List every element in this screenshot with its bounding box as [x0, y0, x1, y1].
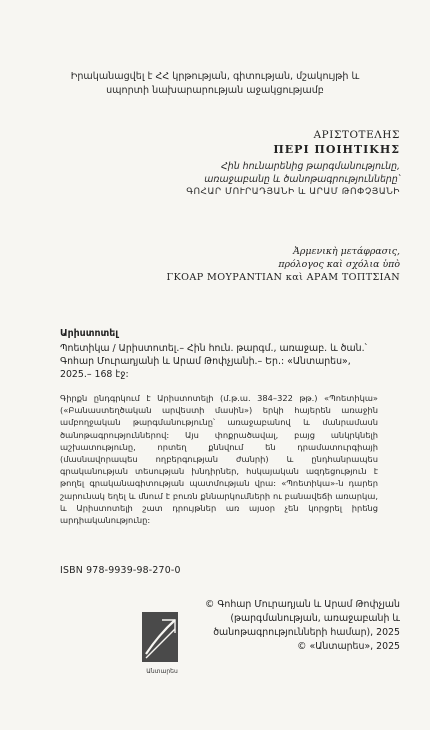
- copyright-notice: [190, 598, 400, 654]
- publisher-logo-icon: [142, 612, 178, 662]
- greek-translation-credit: [70, 245, 400, 284]
- greek-credit-line-2: πρόλογος καὶ σχόλια ὑπὸ: [278, 259, 400, 270]
- armenian-translation-credit: [70, 160, 400, 199]
- greek-translator-names: ΓΚΟΑΡ ΜΟΥΡΑΝΤΙΑΝ καὶ ΑΡΑΜ ΤΟΠΤΣΙΑΝ: [166, 272, 400, 283]
- catalog-record: [60, 327, 400, 381]
- book-title-greek: ΠΕΡΙ ΠΟΙΗΤΙΚΗΣ: [273, 143, 400, 156]
- catalog-line-2: Գոհար Մուրադյանի և Արամ Թոփչյանի.– Եր.: «Անտարես»,: [60, 356, 351, 367]
- sponsor-line-1: Իրականացվել է ՀՀ կրթության, գիտության, մշակույթի և: [70, 71, 360, 82]
- greek-credit-line-1: Ἀρμενικὴ μετάφρασις,: [293, 246, 400, 257]
- publisher-logo-graphic: [142, 612, 178, 662]
- catalog-line-1: Պոետիկա / Արիստոտել.– Հին հուն. թարգմ., առաջաբ. և ծան.՝: [60, 343, 367, 354]
- copyright-line-1: © Գոհար Մուրադյան և Արամ Թոփչյան: [205, 599, 400, 610]
- greek-title-block: [80, 128, 400, 157]
- arm-credit-line-1: Հին հունարենից թարգմանությունը,: [221, 161, 400, 172]
- copyright-line-2: (թարգմանության, առաջաբանի և: [230, 613, 400, 624]
- sponsor-note: [30, 70, 400, 98]
- publisher-logo: [138, 612, 186, 684]
- sponsor-line-2: սպորտի նախարարության աջակցությամբ: [106, 85, 324, 96]
- catalog-author: Արիստոտել: [60, 328, 119, 339]
- arm-credit-line-2: առաջաբանը և ծանոթագրությունները՝: [204, 174, 400, 185]
- publisher-logo-label: Անտարես: [146, 668, 178, 675]
- arm-translator-names: ԳՈՀԱՐ ՄՈՒՐԱԴՅԱՆԻ և ԱՐԱՄ ԹՈՓՉՅԱՆԻ: [186, 187, 400, 197]
- copyright-line-3: ծանոթագրությունների համար), 2025: [213, 627, 400, 638]
- isbn-number: ISBN 978-9939-98-270-0: [60, 565, 181, 576]
- author-name-greek: ΑΡΙΣΤΟΤΕΛΗΣ: [313, 129, 400, 141]
- copyright-line-4: © «Անտարես», 2025: [297, 641, 400, 652]
- book-description: Գիրքն ընդգրկում է Արիստոտելի (մ.թ.ա. 384–322 թթ.) «Պոետիկա» («Բանաստեղծական արվեստի մասին») երկի հայերեն առաջին ամբողջական թարգմանությունը՝ առաջաբանով և մանրամասն ծանոթագրություններով: Այս փոքրածավալ, բայց անկրկնելի աշխատությունը, որտեղ քննվում են դրամատուրգիայի (մասնավորապես ողբերգության ժանրի) և ընդհանրապես գրականության տեսության խնդիրներ, հսկայական ազդեցություն է թողել գրականագիտության պատմության վրա: «Պոետիկա»-ն դարեր շարունակ եղել և մնում է բուռն քննարկումների ու բանավեճի առարկա, և Արիստոտելի շատ դրույթներ առ այսօր չեն կորցրել իրենց արդիականությունը:: [60, 393, 378, 526]
- catalog-line-3: 2025.– 168 էջ:: [60, 369, 129, 380]
